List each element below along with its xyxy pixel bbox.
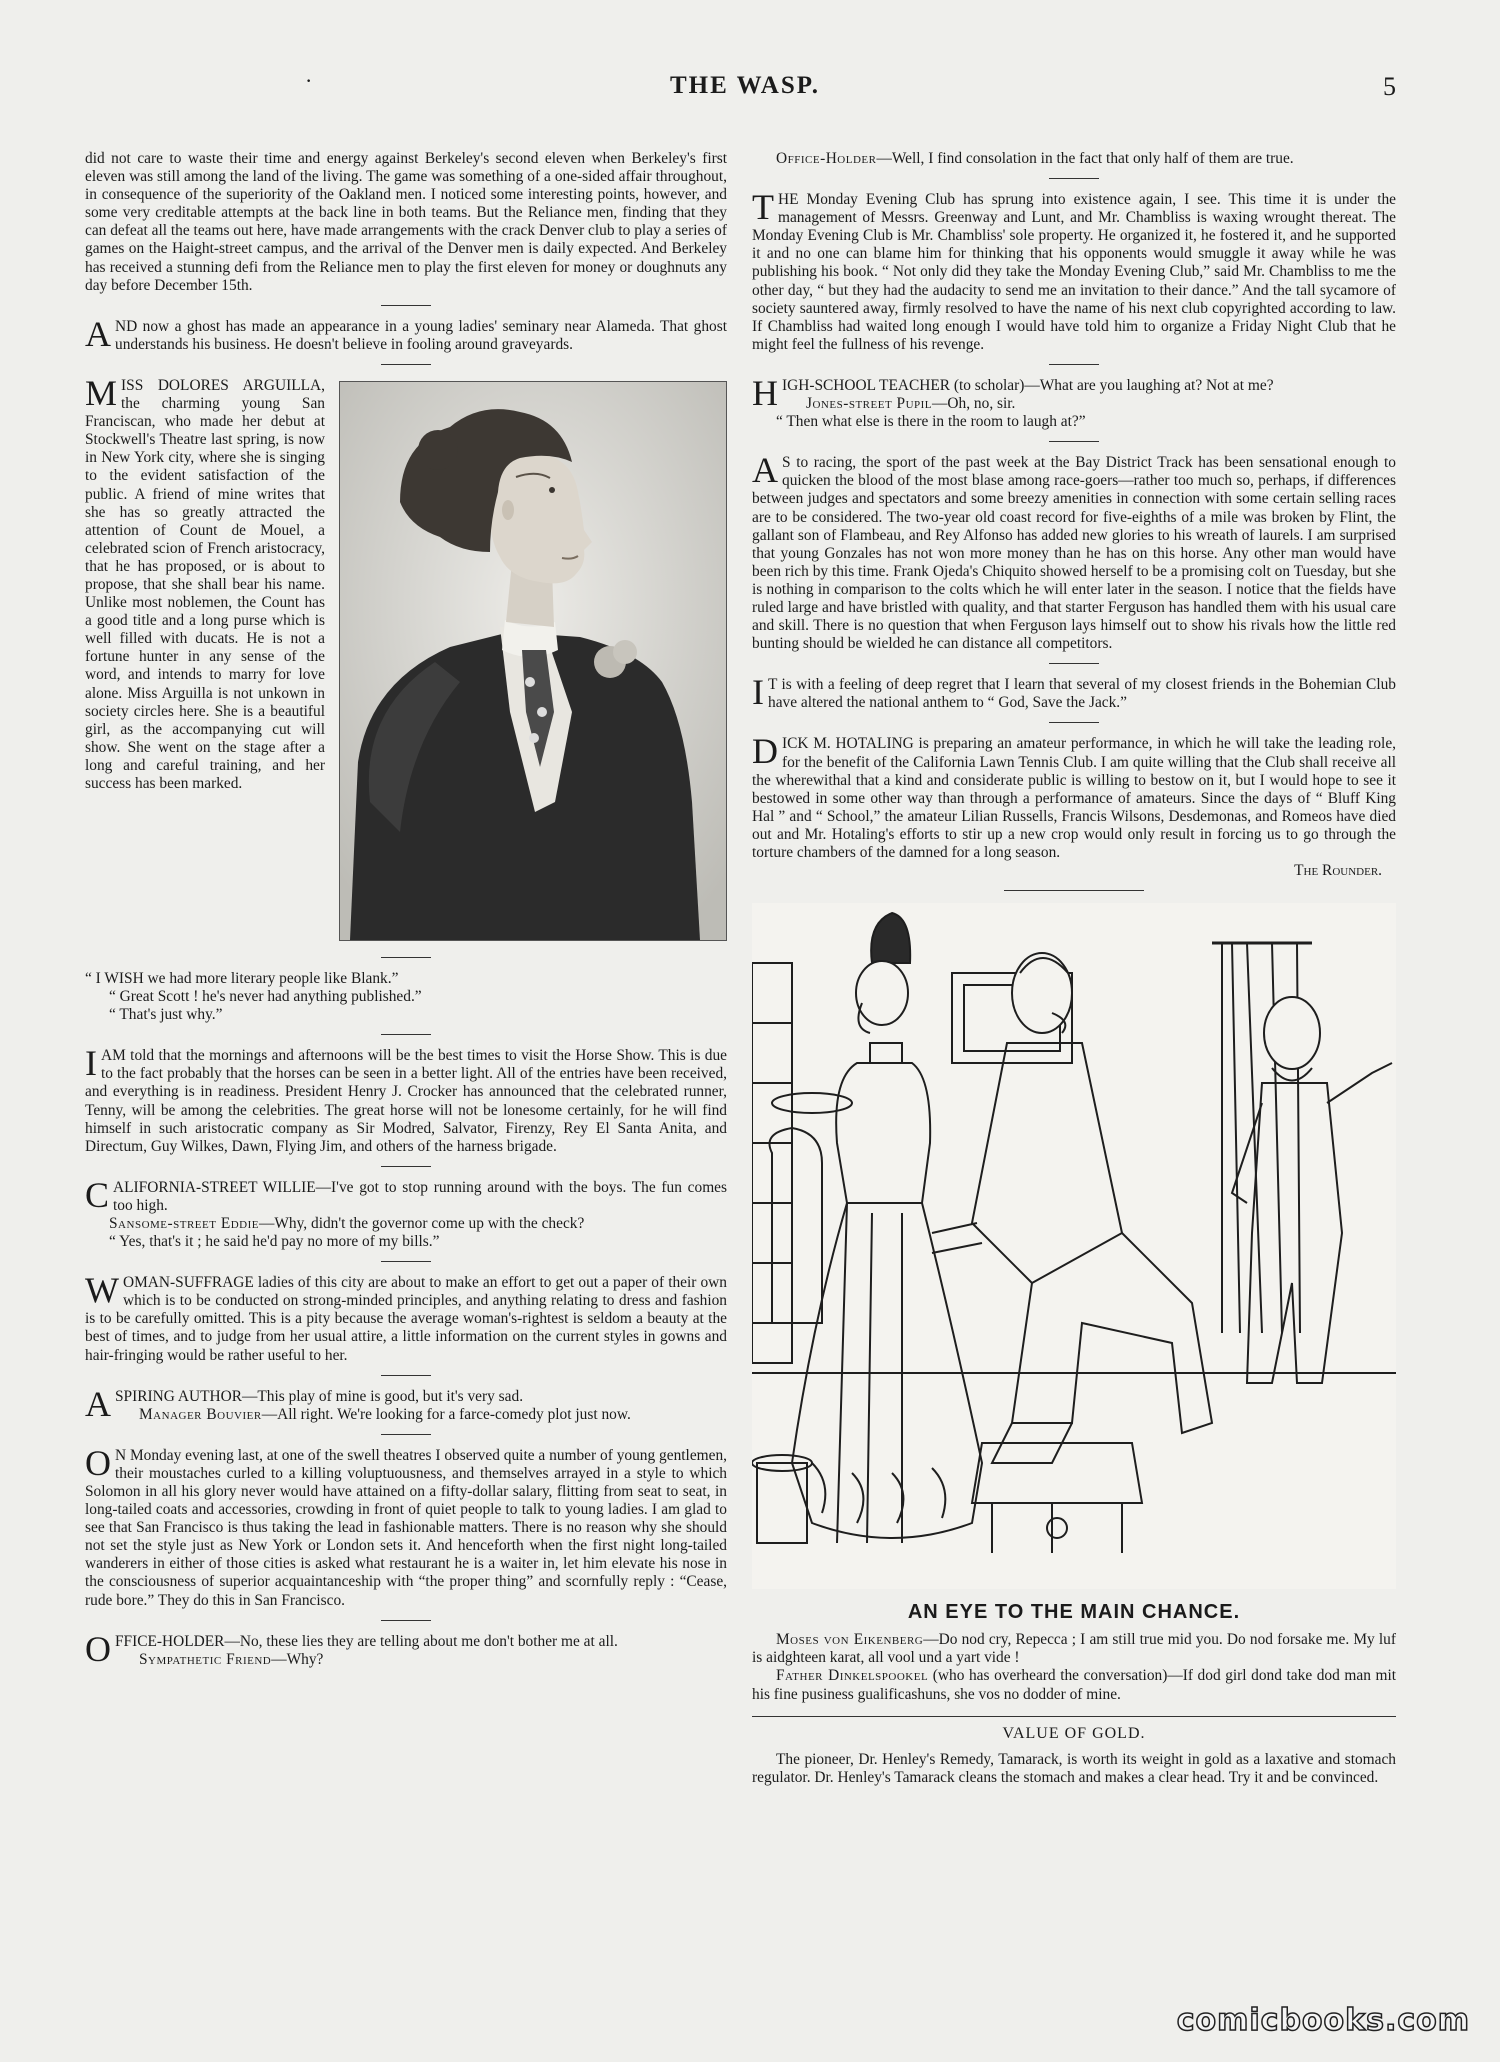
- section-divider: [381, 1434, 431, 1435]
- section-divider: [381, 1620, 431, 1621]
- paragraph-suffrage: WOMAN-SUFFRAGE ladies of this city are about to make an effort to get out a paper of their own which is to be conducted on strong-minded principles, and anything relating to dress and fashion is to be carefully omitted. This is a pity because the average woman's-rightest is seldom a beauty at the best of times, and to judge from her usual attire, a little information on the current styles in gowns and hair-fringing would be rather useful to her.: [85, 1270, 727, 1364]
- cartoon-dialogue-1: Moses von Eikenberg—Do nod cry, Repecca ; I am still true mid you. Do nod forsake me. My luf is aidghteen karat, all vool und a yart vide !: [752, 1631, 1396, 1667]
- paragraph-arguilla: MISS DOLORES ARGUILLA, the charming young San Franciscan, who made her debut at Stockwell's Theatre last spring, is now in New York city, where she is singing to the evident satisfaction of the public. A friend of mine writes that she has so greatly attracted the attention of Count de Mouel, a celebrated scion of French aristocracy, that he has proposed, or is about to propose, that she shall bear his name. Unlike most noblemen, the Count has a good title and a long purse which is well filled with ducats. He is not a fortune hunter in any sense of the word, and intends to marry for love alone. Miss Arguilla is not unkown in society circles here. She is a beautiful girl, as the accompanying cut will show. She went on the stage after a long and careful training, and her success has been marked.: [85, 372, 325, 792]
- drop-cap: A: [752, 450, 778, 491]
- drop-cap: A: [85, 313, 111, 354]
- cartoon-dialogue-2: Father Dinkelspookel (who has overheard the conversation)—If dod girl dond take dod man mit his fine pusiness gualificashuns, she vos no dodder of mine.: [752, 1667, 1397, 1703]
- officeholder-dialogue: OFFICE-HOLDER—No, these lies they are telling about me don't bother me at all. Sympathetic Friend—Why?: [85, 1628, 618, 1669]
- paragraph-theatres: O N Monday evening last, at one of the swell theatres I observed quite a number of young gentlemen, their moustaches curled to a killing voluptuousness, and themselves arrayed in a style to which Solomon in all his glory never would have attained on a fifty-dollar salary, flitting from seat to seat, in long-tailed coats and accessories, crowding in front of quiet people to talk to young ladies. I am glad to see that San Francisco is thus taking the lead in fashionable matters. There is no reason why she should not set the style just as New York or London sets it. And henceforth when the first night long-tailed wanderers in either of those cities is asked what restaurant he is a waiter in, let him elevate his nose in the consciousness of superior acquaintanceship with “the proper thing” and scornfully reply : “Cease, rude bore.” They do this in San Francisco.: [85, 1442, 727, 1609]
- paragraph-football: did not care to waste their time and energy against Berkeley's second eleven when Berkeley's first eleven was still among the land of the living. The game was something of a one-sided affair throughout, in consequence of the superiority of the Oakland men. I noticed some interesting points, however, and some very creditable attempts at the back line in both teams. But the Reliance men, finding that they can defeat all the teams out here, have made arrangements with the crack Denver club to play a series of games on the Haight-street campus, and the arrival of the Denver men is daily expected. And Berkeley has received a stunning defi from the Reliance men to play the first eleven for money or doughnuts any day before December 15th.: [85, 150, 727, 294]
- drop-cap: W: [85, 1270, 119, 1311]
- section-divider: [381, 364, 431, 365]
- page-header: [80, 68, 1410, 112]
- cartoon-caption: AN EYE TO THE MAIN CHANCE.: [907, 1601, 1241, 1624]
- paragraph-bohemian: I T is with a feeling of deep regret that I learn that several of my closest friends in the Bohemian Club have altered the national anthem to “ God, Save the Jack.”: [752, 672, 1396, 713]
- signature: The Rounder.: [1294, 862, 1382, 880]
- cartoon-illustration: [752, 903, 1396, 1589]
- paragraph-ghost: AND now a ghost has made an appearance in a young ladies' seminary near Alameda. That ghost understands his business. He doesn't believe in fooling around graveyards.: [85, 313, 727, 354]
- drop-cap: T: [752, 187, 774, 228]
- drop-cap: I: [85, 1043, 97, 1084]
- drop-cap: I: [752, 672, 764, 713]
- drop-cap: C: [85, 1174, 110, 1215]
- drop-cap: D: [752, 731, 778, 772]
- paragraph-hotaling: DICK M. HOTALING is preparing an amateur performance, in which he will take the leading role, for the benefit of the California Lawn Tennis Club. I am quite willing that the Club shall receive all the wherewithal that a kind and considerate public is willing to bestow on it, but I would hope to see it bestowed in some other way than through a performance of amateurs. Since the days of “ Bluff King Hal ” and “ School,” the amateur Lilian Russells, Francis Wilsons, Desdemonas, and Romeos have died out and Mr. Hotaling's efforts to stir up a new crop would only result in forcing us to go through the torture chambers of the damned for a long season.: [752, 731, 1396, 861]
- drop-cap: A: [85, 1383, 111, 1424]
- right-column: [752, 150, 1396, 1787]
- paragraph-horse-show: IAM told that the mornings and afternoons will be the best times to visit the Horse Show. This is due to the fact probably that the horses can be seen in a better light. All of the entries have been received, and everything is in readiness. President Henry J. Crocker has announced that the celebrated runner, Tenny, will be among the celebrities. The great horse will not be lonesome certainly, for he will find himself in such aristocratic company as Sir Modred, Salvator, Firenzy, Rey El Santa Anita, and Directum, Guy Wilkes, Dawn, Flying Jim, and others of the harness brigade.: [85, 1043, 727, 1155]
- section-divider: [381, 957, 431, 958]
- teacher-dialogue: HIGH-SCHOOL TEACHER (to scholar)—What are you laughing at? Not at me? Jones-street Pupil—Oh, no, sir. “ Then what else is there in the room to laugh at?”: [752, 372, 1274, 431]
- section-divider: [1004, 890, 1144, 891]
- masthead-title: THE WASP.: [669, 72, 820, 99]
- gold-title: VALUE OF GOLD.: [1002, 1724, 1146, 1742]
- joke-line: “ That's just why.”: [109, 1006, 223, 1024]
- section-divider: [1049, 178, 1099, 179]
- paragraph-racing: A S to racing, the sport of the past week at the Bay District Track has been sensational enough to quicken the blood of the most blase among race-goers—rather too much so, perhaps, if differences between judges and spectators and some breezy amenities in connection with some certain selling races are to be considered. The two-year old coast record for five-eighths of a mile was broken by Flint, the gallant son of Flambeau, and Rey Alfonso has added new glories to his wreath of laurels. I am surprised that young Gonzales has not won more money than he has on this horse. Any other man would have been rich by this time. Frank Ojeda's Chiquito showed herself to be a promising colt on Tuesday, but she is nothing in comparison to the colts which he will enter later in the season. I notice that the fields have ruled large and have bristled with quality, and that starter Ferguson has handled them with his usual care and skill. There is no question that when Ferguson lays himself out to show his rivals how the little red bunting should be wielded he can distance all competitors.: [752, 450, 1396, 653]
- paragraph-gold: The pioneer, Dr. Henley's Remedy, Tamarack, is worth its weight in gold as a laxative and stomach regulator. Dr. Henley's Tamarack cleans the stomach and makes a clear head. Try it and be convinced.: [752, 1750, 1396, 1786]
- arguilla-section: [85, 372, 727, 947]
- header-dot: ·: [305, 68, 313, 93]
- page-number: 5: [1383, 72, 1396, 101]
- drop-cap: M: [85, 372, 118, 413]
- officeholder-reply: Office-Holder—Well, I find consolation in the fact that only half of them are true.: [776, 150, 1294, 167]
- author-dialogue: ASPIRING AUTHOR—This play of mine is good, but it's very sad. Manager Bouvier—All right. We're looking for a farce-comedy plot just now.: [85, 1383, 631, 1424]
- section-divider: [1049, 364, 1099, 365]
- section-divider: [381, 1261, 431, 1262]
- watermark-logo: comicbooks.com: [1176, 2003, 1470, 2038]
- joke-line: “ I WISH we had more literary people like Blank.”: [85, 969, 399, 987]
- drop-cap: O: [85, 1628, 111, 1669]
- section-divider: [381, 305, 431, 306]
- left-column: [85, 150, 727, 1669]
- section-divider: [1049, 663, 1099, 664]
- drop-cap: H: [752, 372, 778, 413]
- portrait-image: [340, 382, 726, 940]
- portrait-photo: [339, 381, 727, 941]
- drop-cap: O: [85, 1442, 111, 1483]
- section-divider: [381, 1166, 431, 1167]
- willie-dialogue: CALIFORNIA-STREET WILLIE—I've got to stop running around with the boys. The fun comes too high. Sansome-street Eddie—Why, didn't the governor come up with the check? “ Yes, that's it ; he said he'd pay no more of my bills.”: [85, 1174, 727, 1251]
- section-divider: [381, 1034, 431, 1035]
- cartoon-image: [752, 903, 1396, 1589]
- joke-line: “ Great Scott ! he's never had anything published.”: [109, 988, 422, 1006]
- section-divider: [1049, 722, 1099, 723]
- paragraph-monday-club: THE Monday Evening Club has sprung into existence again, I see. This time it is under the management of Messrs. Greenway and Lunt, and Mr. Chambliss is waxing wrought thereat. The Monday Evening Club is Mr. Chambliss' sole property. He organized it, he fostered it, and he supported it and no one can blame him for thinking that his opponents would smuggle it away while he was publishing his book. “ Not only did they take the Monday Evening Club,” said Mr. Chambliss to me the other day, “ but they had the audacity to send me an invitation to their dance.” And the tall sycamore of society sauntered away, firmly resolved to have the name of his next club copyrighted according to law. If Chambliss had waited long enough I would have told him to organize a Friday Night Club that he might feel the fullness of his revenge.: [752, 187, 1396, 353]
- blank-joke: [85, 970, 727, 1024]
- section-divider: [1049, 441, 1099, 442]
- section-divider: [752, 1716, 1396, 1717]
- section-divider: [381, 1375, 431, 1376]
